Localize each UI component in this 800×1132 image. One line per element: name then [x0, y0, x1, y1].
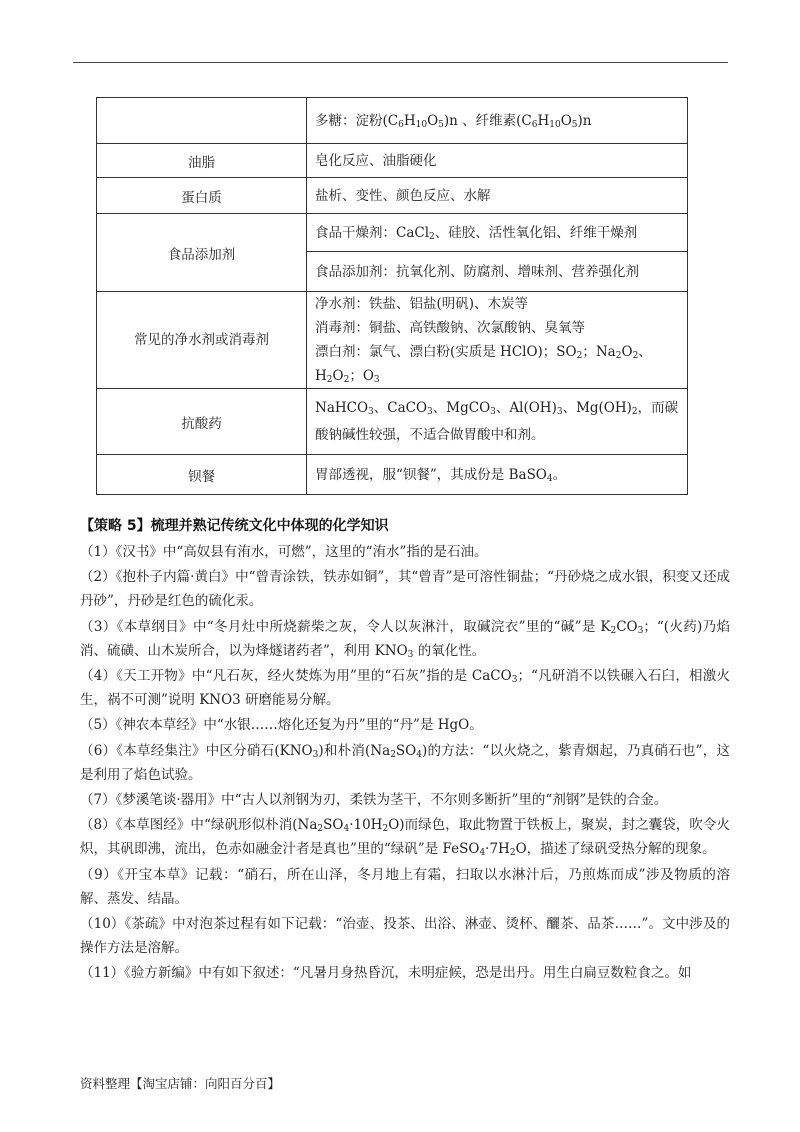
- table-category-cell: 钡餐: [97, 455, 307, 495]
- list-item: （10）《茶疏》中对泡茶过程有如下记载：“治壶、投茶、出浴、淋壶、烫杯、釃茶、品茶……”。文中涉及的操作方法是溶解。: [80, 916, 730, 957]
- table-row: [97, 455, 688, 495]
- table-line: 净水剂：铁盐、铝盐(明矾)、木炭等: [315, 296, 529, 312]
- table-row: [97, 144, 688, 178]
- table-line: 胃部透视，服“钡餐”，其成份是 BaSO$_4$。: [315, 466, 567, 484]
- table-category-cell: [97, 98, 307, 144]
- header-rule: [73, 62, 728, 63]
- table-desc-cell: [307, 292, 688, 389]
- footer-source: 资料整理【淘宝店铺：向阳百分百】: [80, 1076, 281, 1091]
- table-row: [97, 389, 688, 455]
- table-row: [97, 178, 688, 214]
- list-item: （8）《本草图经》中“绿矾形似朴消$(Na_2SO_4\cdot 10H_2O)$而绿色，取此物置于铁板上，聚炭，封之囊袋，吹令火炽，其矾即沸，流出，色赤如融金汁者是真也”里的“绿矾”是 $FeSO_4\cdot 7H_2O$，描述了绿矾受热分解的现象。: [80, 817, 730, 859]
- list-item: （6）《本草经集注》中区分硝石$(KNO_3)$和朴消$(Na_2SO_4)$的方法：“以火烧之，紫青烟起，乃真硝石也”，这是利用了焰色试验。: [80, 742, 730, 783]
- list-item: （5）《神农本草经》中“水银……熔化还复为丹”里的“丹”是 HgO。: [80, 717, 483, 734]
- list-item: （11）《验方新编》中有如下叙述：“凡暑月身热昏沉，未明症候，恐是出丹。用生白扁豆数粒食之。如: [80, 965, 692, 982]
- section-heading: 【策略 5】梳理并熟记传统文化中体现的化学知识: [80, 518, 389, 534]
- table-line: 食品干燥剂：CaCl$_2$、硅胶、活性氧化铝、纤维干燥剂: [315, 224, 638, 242]
- table-row: [97, 98, 688, 144]
- chemistry-table: [96, 97, 688, 495]
- table-category-cell: 油脂: [97, 144, 307, 178]
- paragraph-list: [80, 540, 730, 987]
- list-item: （4）《天工开物》中“凡石灰，经火焚炼为用”里的“石灰”指的是 CaCO$_3$；“凡研消不以铁碾入石臼，相激火生，祸不可测”说明 KNO3 研磨能易分解。: [80, 668, 731, 709]
- list-item: （3）《本草纲目》中“冬月灶中所烧薪柴之灰，令人以灰淋汁，取碱浣衣”里的“碱”是 $K_2CO_3$；“(火药)乃焰消、硫磺、山木炭所合，以为烽燧诸药者”，利用 $KNO_3$ 的氧化性。: [80, 618, 731, 660]
- table-line: NaHCO$_3$、CaCO$_3$、MgCO$_3$、$Al(OH)_3$、$Mg(OH)_2$，而碳酸钠碱性较强，不适合做胃酸中和剂。: [315, 399, 679, 443]
- table-line: 食品添加剂：抗氧化剂、防腐剂、增味剂、营养强化剂: [315, 263, 639, 280]
- list-item: （9）《开宝本草》记载：“硝石，所在山泽，冬月地上有霜，扫取以水淋汁后，乃煎炼而成”涉及物质的溶解、蒸发、结晶。: [80, 866, 730, 907]
- table-category-cell: 蛋白质: [97, 178, 307, 214]
- list-item: （2）《抱朴子内篇·黄白》中“曾青涂铁，铁赤如铜”，其“曾青”是可溶性铜盐；“丹砂烧之成水银，积变又还成丹砂”，丹砂是红色的硫化汞。: [80, 569, 730, 610]
- list-item: （1）《汉书》中“高奴县有洧水，可燃”，这里的“洧水”指的是石油。: [80, 544, 488, 560]
- table-row: [97, 292, 688, 389]
- table-desc-cell: [307, 144, 688, 178]
- table-desc-cell: [307, 252, 688, 292]
- table-desc-cell: [307, 389, 688, 455]
- table-line: 皂化反应、油脂硬化: [315, 152, 437, 169]
- table-line: 盐析、变性、颜色反应、水解: [315, 187, 491, 204]
- table-row: [97, 214, 688, 252]
- table-line: 消毒剂：铜盐、高铁酸钠、次氯酸钠、臭氧等: [315, 320, 585, 336]
- table-line: 漂白剂：氯气、漂白粉(实质是 HClO)；$SO_2$；$Na_2O_2$、$H_2O_2$；$O_3$: [315, 344, 652, 385]
- table-category-cell: 食品添加剂: [97, 214, 307, 292]
- table-category-cell: 抗酸药: [97, 389, 307, 455]
- list-item: （7）《梦溪笔谈·器用》中“古人以剂钢为刃，柔铁为茎干，不尔则多断折”里的“剂钢”是铁的合金。: [80, 792, 668, 809]
- table-desc-cell: [307, 214, 688, 252]
- table-desc-cell: [307, 178, 688, 214]
- table-line: 多糖：淀粉$(C_6H_{10}O_5)n$ 、纤维素$(C_6H_{10}O_5)n$: [315, 112, 592, 130]
- table-desc-cell: [307, 455, 688, 495]
- table-desc-cell: [307, 98, 688, 144]
- table-category-cell: 常见的净水剂或消毒剂: [97, 292, 307, 389]
